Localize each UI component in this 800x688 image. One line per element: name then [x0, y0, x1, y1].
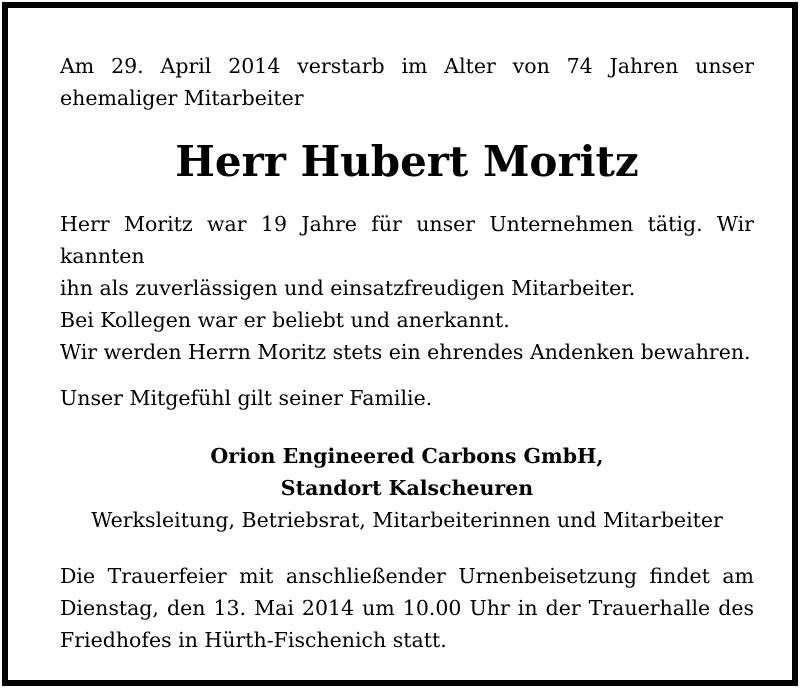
tribute-line-3: Bei Kollegen war er beliebt und anerkannt.	[60, 308, 510, 332]
sympathy-line: Unser Mitgefühl gilt seiner Familie.	[60, 386, 433, 410]
tribute-paragraph	[60, 208, 754, 368]
tribute-line-4: Wir werden Herrn Moritz stets ein ehrendes Andenken bewahren.	[60, 340, 751, 364]
tribute-line-2: ihn als zuverlässigen und einsatzfreudigen Mitarbeiter.	[60, 276, 636, 300]
intro-paragraph	[60, 50, 754, 114]
ceremony-line-3: Friedhofes in Hürth-Fischenich statt.	[60, 628, 447, 652]
company-name: Orion Engineered Carbons GmbH,	[210, 444, 604, 468]
intro-line-2: ehemaliger Mitarbeiter	[60, 86, 304, 110]
ceremony-line-1: Die Trauerfeier mit anschließender Urnenbeisetzung findet am	[60, 564, 754, 588]
tribute-line-1: Herr Moritz war 19 Jahre für unser Unternehmen tätig. Wir kannten	[60, 212, 754, 268]
company-site: Standort Kalscheuren	[280, 476, 534, 500]
signatories: Werksleitung, Betriebsrat, Mitarbeiterinnen und Mitarbeiter	[91, 508, 723, 532]
signature-block	[60, 440, 754, 536]
ceremony-line-2: Dienstag, den 13. Mai 2014 um 10.00 Uhr in der Trauerhalle des	[60, 596, 754, 620]
ceremony-paragraph	[60, 560, 754, 656]
notice-content	[60, 50, 754, 656]
intro-line-1: Am 29. April 2014 verstarb im Alter von 74 Jahren unser	[60, 54, 754, 78]
deceased-name: Herr Hubert Moritz	[175, 137, 639, 186]
obituary-notice	[2, 2, 798, 686]
